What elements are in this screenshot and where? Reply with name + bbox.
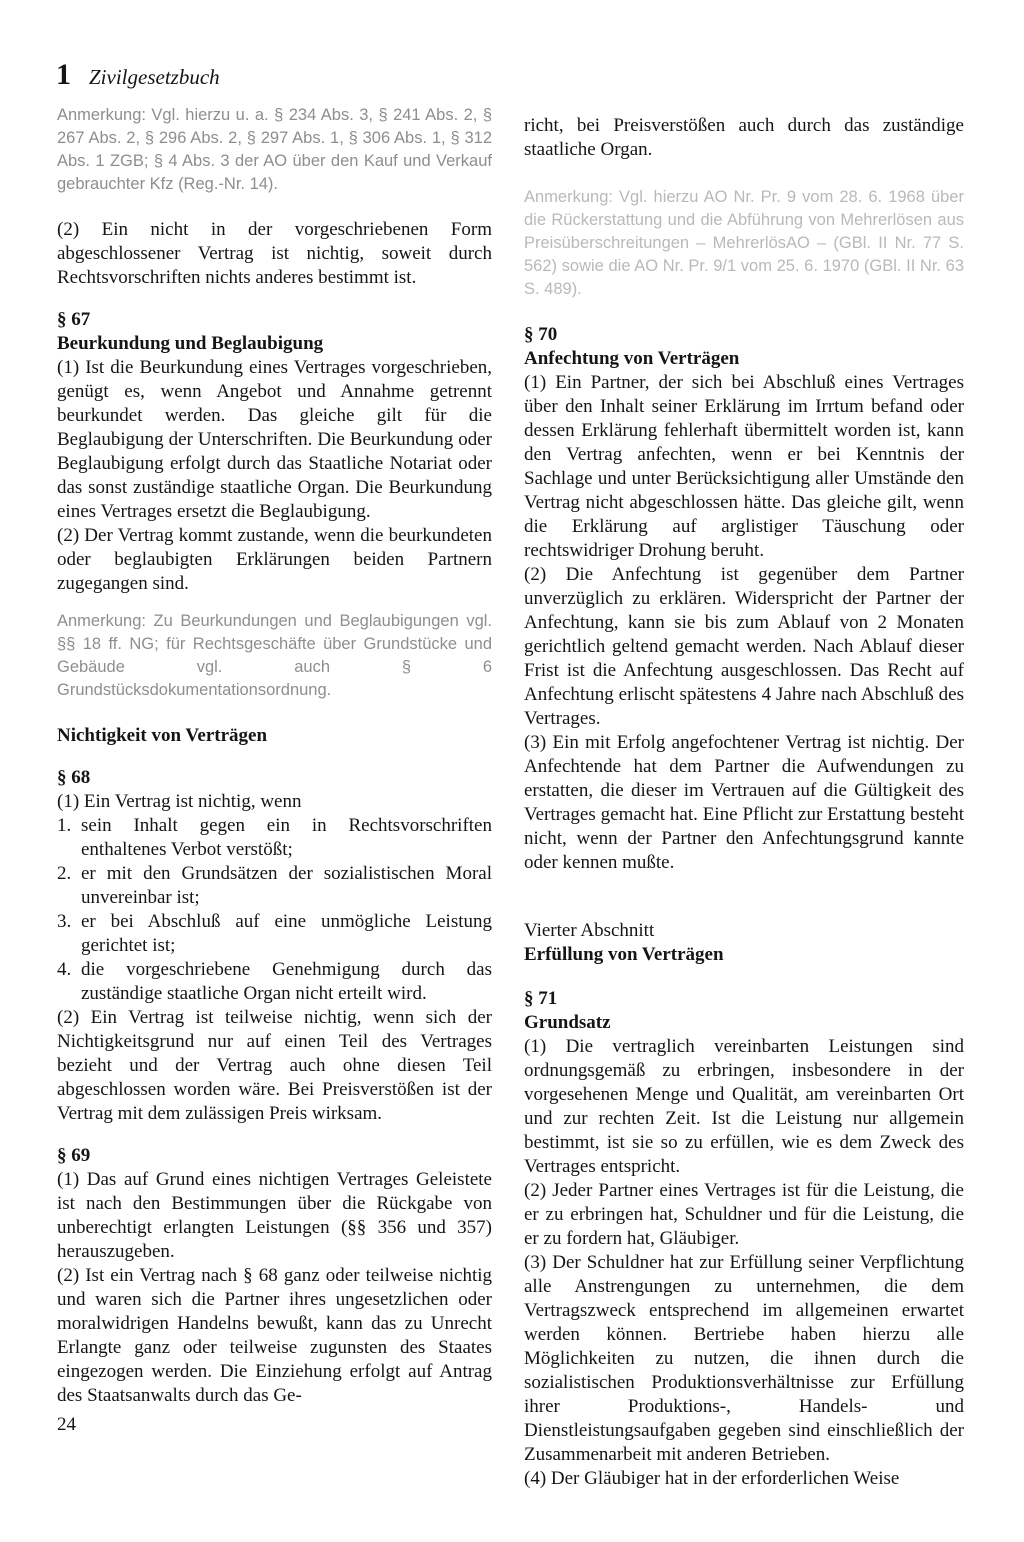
paragraph: (3) Der Schuldner hat zur Erfüllung seiner Verpflichtung alle Anstrengungen zu unternehmen, die dem Vertragszweck entsprechend im allgemeinen erwartet werden können. Bertriebe haben hierzu alle Möglichkeiten zu nutzen, die ihnen durch die sozialistischen Produktionsverhältnisse zur Erfüllung ihrer Produktions-, Handels- und Dienstleistungsaufgaben gegeben sind einschließlich der Zusammenarbeit mit anderen Betrieben. [524,1252,964,1465]
paragraph: (1) Das auf Grund eines nichtigen Vertrages Geleistete ist nach den Bestimmungen über die Rückgabe von unberechtigt erlangten Leistungen (§§ 356 und 357) herauszugeben. [57,1169,492,1262]
note-text: Anmerkung: Vgl. hierzu u. a. § 234 Abs. 3, § 241 Abs. 2, § 267 Abs. 2, § 296 Abs. 2, § 297 Abs. 1, § 306 Abs. 1, § 312 Abs. 1 ZGB; § 4 Abs. 3 der AO über den Kauf und Verkauf gebrauchter Kfz (Reg.-Nr. 14). [57,106,492,193]
left-column [57,104,492,1408]
paragraph: (3) Ein mit Erfolg angefochtener Vertrag ist nichtig. Der Anfechtende hat dem Partner die Aufwendungen zu erstatten, die dieser im Vertrauen auf die Gültigkeit des Vertrages gemacht hat. Eine Pflicht zur Erstattung besteht nicht, wenn der Partner den Anfechtungsgrund kannte oder kennen mußte. [524,732,964,873]
note-block [524,186,964,301]
section-71 [524,987,964,1491]
note-text: Anmerkung: Vgl. hierzu AO Nr. Pr. 9 vom 28. 6. 1968 über die Rückerstattung und die Abführung von Mehrerlösen aus Preisüberschreitungen – MehrerlösAO – (GBl. II Nr. 77 S. 562) sowie die AO Nr. Pr. 9/1 vom 25. 6. 1970 (GBl. II Nr. 63 S. 489). [524,188,964,298]
note-block [57,104,492,196]
section-heading [524,919,964,967]
paragraph: (1) Ein Vertrag ist nichtig, wenn [57,791,302,812]
paragraph-number: § 70 [524,324,558,345]
paragraph: (2) Ein Vertrag ist teilweise nichtig, wenn sich der Nichtigkeitsgrund nur auf einen Teil des Vertrages bezieht und der Vertrag auch ohne diesen Teil abgeschlossen worden wäre. Bei Preisverstößen ist der Vertrag mit dem zulässigen Preis wirksam. [57,1007,492,1124]
list-item: 3. er bei Abschluß auf eine unmögliche Leistung gerichtet ist; [57,911,492,956]
paragraph-number: § 69 [57,1145,91,1166]
section-title: Erfüllung von Verträgen [524,944,724,965]
section-67 [57,308,492,702]
paragraph: (2) Jeder Partner eines Vertrages ist für die Leistung, die er zu erbringen hat, Schuldner und für die Leistung, die er zu fordern hat, Gläubiger. [524,1180,964,1249]
paragraph: (2) Der Vertrag kommt zustande, wenn die beurkundeten oder beglaubigten Erklärungen beiden Partnern zugegangen sind. [57,525,492,594]
section-69 [57,1144,492,1408]
paragraph: (1) Ist die Beurkundung eines Vertrages vorgeschrieben, genügt es, wenn Angebot und Annahme getrennt beurkundet werden. Das gleiche gilt für die Beglaubigung der Unterschriften. Die Beurkundung oder Beglaubigung erfolgt durch das Staatliche Notariat oder das sonst zuständige staatliche Organ. Die Beurkundung eines Vertrages ersetzt die Beglaubigung. [57,357,492,522]
paragraph: (1) Die vertraglich vereinbarten Leistungen sind ordnungsgemäß zu erbringen, insbesondere in der vorgesehenen Menge und Qualität, am vereinbarten Ort und zur rechten Zeit. Ist die Leistung nur allgemein bestimmt, ist sie so zu erfüllen, wie es dem Zweck des Vertrages entspricht. [524,1036,964,1177]
section-68 [57,766,492,1126]
paragraph-number: § 68 [57,767,91,788]
section-label: Vierter Abschnitt [524,920,655,941]
paragraph: richt, bei Preisverstößen auch durch das zuständige staatliche Organ. [524,115,964,160]
paragraph-number: § 71 [524,988,558,1009]
numbered-list [57,814,492,1006]
section-70 [524,323,964,875]
chapter-title: Zivilgesetzbuch [89,65,220,89]
paragraph: (4) Der Gläubiger hat in der erforderlichen Weise [524,1468,900,1489]
paragraph: (1) Ein Partner, der sich bei Abschluß eines Vertrages über den Inhalt seiner Erklärung im Irrtum befand oder dessen Erklärung fehlerhaft übermittelt worden ist, kann den Vertrag anfechten, wenn er bei Kenntnis der Sachlage und unter Berücksichtigung aller Umstände den Vertrag nicht abgeschlossen hätte. Das gleiche gilt, wenn die Erklärung auf arglistiger Täuschung oder rechtswidriger Drohung beruht. [524,372,964,561]
note-block [57,610,492,702]
page-number: 24 [57,1414,76,1435]
right-column [524,114,964,1491]
chapter-number: 1 [56,58,71,91]
paragraph: (2) Die Anfechtung ist gegenüber dem Partner unverzüglich zu erklären. Widerspricht der Partner der Anfechtung, kann sie bis zum Ablauf von 2 Monaten gerichtlich geltend gemacht werden. Nach Ablauf dieser Frist ist die Anfechtung ausgeschlossen. Das Recht auf Anfechtung erlischt spätestens 4 Jahre nach Abschluß des Vertrages. [524,564,964,729]
list-item: 4. die vorgeschriebene Genehmigung durch das zuständige staatliche Organ nicht erteilt wird. [57,959,492,1004]
paragraph: (2) Ein nicht in der vorgeschriebenen Form abgeschlossener Vertrag ist nichtig, soweit durch Rechtsvorschriften nichts anderes bestimmt ist. [57,219,492,288]
page-header [56,58,220,92]
subheading: Nichtigkeit von Verträgen [57,725,268,746]
paragraph-title: Anfechtung von Verträgen [524,348,740,369]
paragraph: (2) Ist ein Vertrag nach § 68 ganz oder teilweise nichtig und waren sich die Partner ihres ungesetzlichen oder moralwidrigen Handelns bewußt, kann das zu Unrecht Erlangte ganz oder teilweise zugunsten des Staates eingezogen werden. Die Einziehung erfolgt auf Antrag des Staatsanwalts durch das Ge- [57,1265,492,1406]
note-text: Anmerkung: Zu Beurkundungen und Beglaubigungen vgl. §§ 18 ff. NG; für Rechtsgeschäfte über Grundstücke und Gebäude vgl. auch § 6 Grundstücksdokumentationsordnung. [57,612,492,699]
list-item: 1. sein Inhalt gegen ein in Rechtsvorschriften enthaltenes Verbot verstößt; [57,815,492,860]
paragraph-title: Grundsatz [524,1012,611,1033]
paragraph-number: § 67 [57,309,91,330]
list-item: 2. er mit den Grundsätzen der sozialistischen Moral unvereinbar ist; [57,863,492,908]
paragraph-title: Beurkundung und Beglaubigung [57,333,324,354]
